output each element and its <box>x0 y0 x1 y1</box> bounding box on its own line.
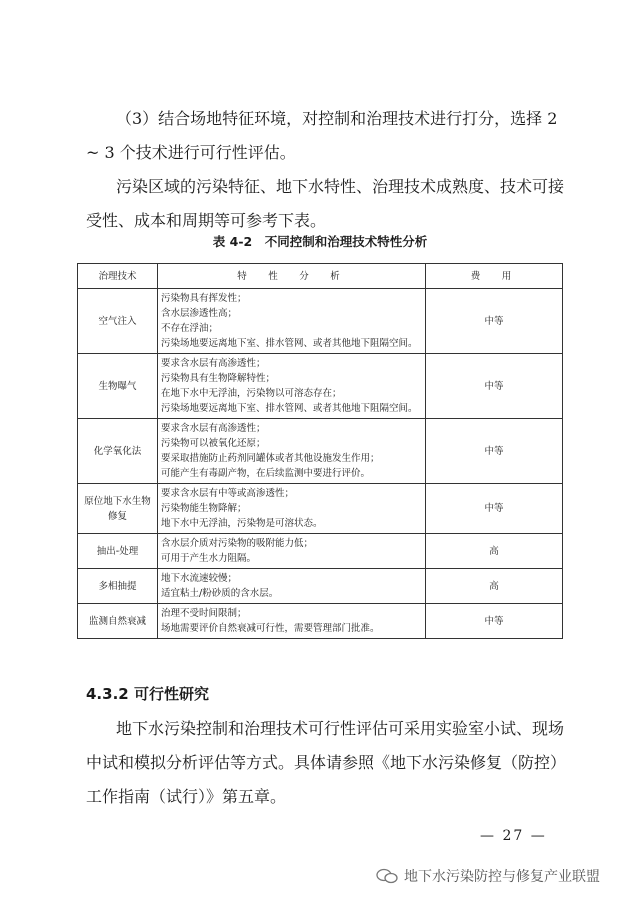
feature-line: 地下水流速较慢； <box>161 573 238 584</box>
watermark <box>376 866 600 886</box>
feature-line: 不存在浮油； <box>161 323 219 334</box>
feature-cell <box>158 569 426 604</box>
watermark-text: 地下水污染防控与修复产业联盟 <box>404 869 600 885</box>
feature-line: 治理不受时间限制； <box>161 608 247 619</box>
feature-line: 地下水中无浮油，污染物是可溶状态。 <box>161 518 323 529</box>
technology-name: 原位地下水生物修复 <box>78 484 158 534</box>
feature-line: 污染物具有挥发性； <box>161 293 247 304</box>
feature-line: 要求含水层有高渗透性； <box>161 358 266 369</box>
page-number: — 27 — <box>480 828 547 844</box>
table-row <box>78 569 563 604</box>
feature-line: 可用于产生水力阻隔。 <box>161 553 257 564</box>
feature-cell <box>158 534 426 569</box>
header-cost: 费 用 <box>426 264 563 289</box>
technology-name: 多相抽提 <box>78 569 158 604</box>
technology-name: 监测自然衰减 <box>78 604 158 639</box>
feature-line: 要求含水层有中等或高渗透性； <box>161 488 295 499</box>
section-heading <box>86 683 209 704</box>
feature-cell <box>158 419 426 484</box>
technology-name: 抽出-处理 <box>78 534 158 569</box>
feature-line: 污染物可以被氧化还原； <box>161 438 266 449</box>
feature-line: 适宜粘土/粉砂质的含水层。 <box>161 588 279 599</box>
table-header-row <box>78 264 563 289</box>
cost-cell: 高 <box>426 534 563 569</box>
table-row <box>78 289 563 354</box>
table-row <box>78 604 563 639</box>
paragraph-scoring: （3）结合场地特征环境，对控制和治理技术进行打分，选择 2 ~ 3 个技术进行可行性评估。 <box>86 109 558 162</box>
table-row <box>78 484 563 534</box>
table-row <box>78 534 563 569</box>
header-features: 特 性 分 析 <box>158 264 426 289</box>
technology-name: 生物曝气 <box>78 354 158 419</box>
feature-cell <box>158 354 426 419</box>
feature-line: 污染场地要远离地下室、排水管网、或者其他地下阻隔空间。 <box>161 338 418 349</box>
feature-line: 污染场地要远离地下室、排水管网、或者其他地下阻隔空间。 <box>161 403 418 414</box>
technology-name: 化学氧化法 <box>78 419 158 484</box>
feature-line: 可能产生有毒副产物，在后续监测中要进行评价。 <box>161 468 371 479</box>
feature-line: 场地需要评价自然衰减可行性，需要管理部门批准。 <box>161 623 380 634</box>
section-number: 4.3.2 <box>86 685 129 703</box>
cost-cell: 中等 <box>426 354 563 419</box>
feature-cell <box>158 604 426 639</box>
table-caption: 表 4-2 不同控制和治理技术特性分析 <box>212 234 428 249</box>
feature-line: 要求含水层有高渗透性； <box>161 423 266 434</box>
table-row <box>78 354 563 419</box>
technology-name: 空气注入 <box>78 289 158 354</box>
feature-line: 含水层介质对污染物的吸附能力低； <box>161 538 314 549</box>
feature-line: 在地下水中无浮油，污染物以可溶态存在； <box>161 388 342 399</box>
paragraph-feasibility: 地下水污染控制和治理技术可行性评估可采用实验室小试、现场中试和模拟分析评估等方式。具体请参照《地下水污染修复（防控）工作指南（试行）》第五章。 <box>86 719 567 806</box>
feature-line: 要采取措施防止药剂同罐体或者其他设施发生作用； <box>161 453 380 464</box>
cost-cell: 中等 <box>426 484 563 534</box>
table-row <box>78 419 563 484</box>
wechat-icon <box>376 868 398 884</box>
feature-line: 污染物具有生物降解特性； <box>161 373 276 384</box>
cost-cell: 中等 <box>426 604 563 639</box>
header-technology: 治理技术 <box>78 264 158 289</box>
technology-table <box>77 263 563 639</box>
feature-cell <box>158 289 426 354</box>
section-title: 可行性研究 <box>133 685 209 703</box>
cost-cell: 中等 <box>426 289 563 354</box>
feature-cell <box>158 484 426 534</box>
paragraph-reference-table: 污染区域的污染特征、地下水特性、治理技术成熟度、技术可接受性、成本和周期等可参考下表。 <box>86 177 565 230</box>
cost-cell: 中等 <box>426 419 563 484</box>
feature-line: 含水层渗透性高； <box>161 308 238 319</box>
feature-line: 污染物能生物降解； <box>161 503 247 514</box>
cost-cell: 高 <box>426 569 563 604</box>
